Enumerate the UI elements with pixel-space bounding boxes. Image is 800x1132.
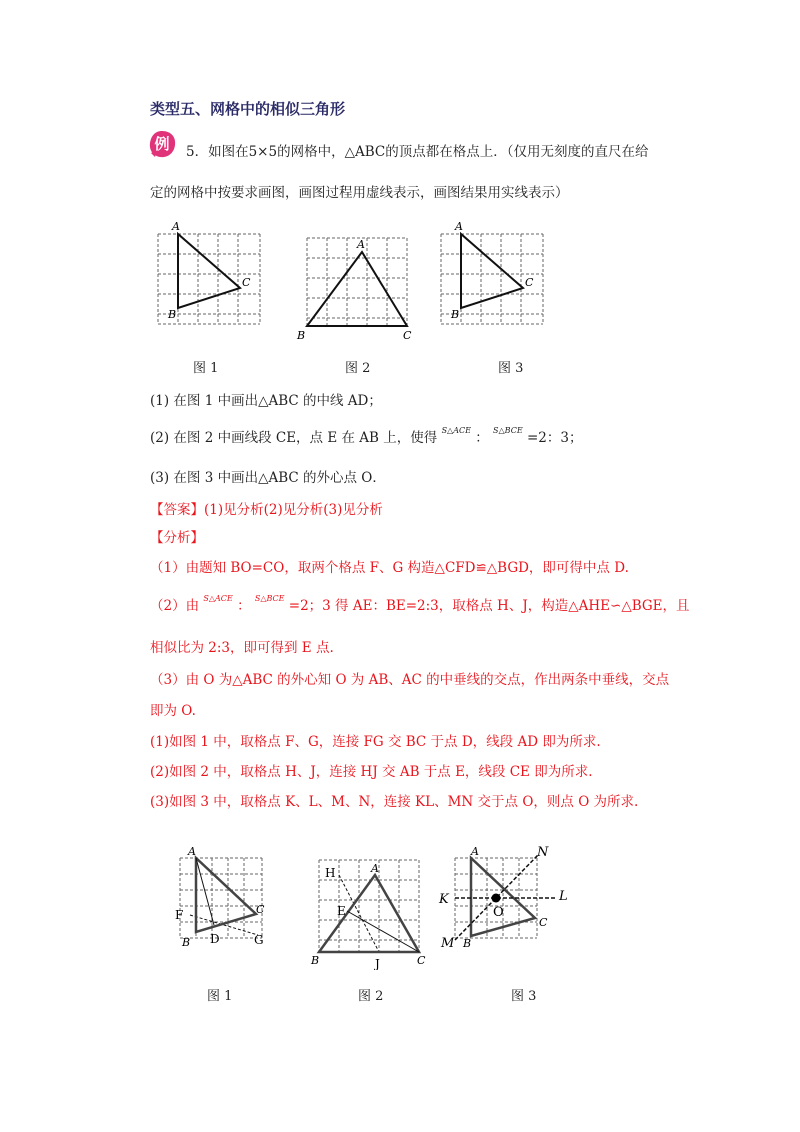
label-f: F — [175, 908, 184, 922]
a2-rest: =2；3 得 AE：BE=2:3，取格点 H、J，构造△AHE∽△BGE，且 — [288, 598, 690, 614]
analysis-2 — [150, 594, 690, 614]
analysis-2-cont: 相似比为 2:3，即可得到 E 点. — [150, 640, 334, 656]
question-1: (1) 在图 1 中画出△ABC 的中线 AD； — [150, 393, 382, 409]
caption-fig1: 图 1 — [193, 361, 219, 376]
label-a: A — [357, 238, 365, 251]
triangle-abc — [307, 252, 407, 326]
section-heading: 类型五、网格中的相似三角形 — [150, 100, 346, 118]
label-d: D — [210, 932, 220, 946]
point-o — [492, 894, 501, 903]
label-a: A — [172, 220, 180, 233]
problem-line-2: 定的网格中按要求画图，画图过程用虚线表示，画图结果用实线表示） — [150, 185, 569, 201]
label-c: C — [256, 903, 265, 916]
q2-area-bce: S△BCE — [493, 426, 523, 435]
label-c: C — [242, 276, 251, 289]
bottom-figure-3 — [435, 840, 575, 960]
label-b: B — [451, 308, 460, 321]
a2-area-bce: S△BCE — [254, 594, 285, 603]
label-a: A — [188, 845, 196, 858]
example-badge-icon — [147, 129, 177, 159]
label-c: C — [403, 329, 412, 342]
label-c: C — [539, 916, 548, 929]
a2-separator: ： — [237, 598, 251, 614]
top-figures-1 — [150, 220, 270, 345]
triangle-abc — [196, 858, 256, 932]
answer-line: 【答案】(1)见分析(2)见分析(3)见分析 — [150, 502, 383, 518]
label-m: M — [441, 936, 455, 951]
caption-bottom-fig2: 图 2 — [358, 989, 384, 1004]
label-l: L — [559, 889, 568, 904]
problem-line-1: 5．如图在5×5的网格中，△ABC的顶点都在格点上．（仅用无刻度的直尺在给 — [186, 144, 649, 160]
label-a: A — [371, 862, 379, 875]
a2-area-ace: S△ACE — [203, 594, 233, 603]
q2-ratio: =2：3； — [526, 430, 583, 446]
top-figures-2 — [295, 236, 420, 346]
analysis-1: （1）由题知 BO=CO，取两个格点 F、G 构造△CFD≌△BGD，即可得中点 D. — [150, 560, 629, 576]
badge-text: 例 — [154, 135, 170, 153]
label-o: O — [493, 905, 504, 920]
caption-bottom-fig1: 图 1 — [207, 989, 233, 1004]
caption-fig3: 图 3 — [498, 361, 524, 376]
label-a: A — [471, 845, 479, 858]
label-a: A — [455, 220, 463, 233]
label-c: C — [417, 954, 426, 967]
q2-area-ace: S△ACE — [441, 426, 471, 435]
solution-3: (3)如图 3 中，取格点 K、L、M、N，连接 KL、MN 交于点 O，则点 O 为所求. — [150, 794, 639, 810]
label-b: B — [463, 937, 472, 950]
triangle-abc — [461, 234, 523, 308]
solution-2: (2)如图 2 中，取格点 H、J，连接 HJ 交 AB 于点 E，线段 CE 即为所求. — [150, 764, 593, 780]
label-b: B — [297, 329, 306, 342]
triangle-abc — [178, 234, 240, 308]
caption-fig2: 图 2 — [345, 361, 371, 376]
analysis-3-line-2: 即为 O. — [150, 703, 196, 719]
top-figures-3 — [433, 220, 553, 345]
label-j: J — [375, 957, 380, 970]
label-g: G — [254, 933, 264, 947]
label-b: B — [168, 308, 177, 321]
question-2 — [150, 426, 582, 446]
a2-text: （2）由 — [150, 598, 200, 614]
label-c: C — [525, 276, 534, 289]
label-e: E — [337, 904, 346, 918]
label-b: B — [311, 954, 320, 967]
bottom-figure-1 — [170, 843, 280, 958]
q2-text: (2) 在图 2 中画线段 CE，点 E 在 AB 上，使得 — [150, 430, 438, 446]
label-h: H — [325, 866, 336, 880]
caption-bottom-fig3: 图 3 — [511, 989, 537, 1004]
analysis-3-line-1: （3）由 O 为△ABC 的外心知 O 为 AB、AC 的中垂线的交点，作出两条中垂线，交点 — [150, 672, 670, 688]
label-k: K — [439, 892, 449, 907]
question-3: (3) 在图 3 中画出△ABC 的外心点 O． — [150, 470, 386, 486]
label-b: B — [182, 936, 191, 949]
label-n: N — [537, 845, 549, 860]
bottom-figure-2 — [305, 855, 430, 970]
solution-1: (1)如图 1 中，取格点 F、G，连接 FG 交 BC 于点 D，线段 AD 即为所求. — [150, 734, 601, 750]
q2-separator: ： — [475, 430, 489, 446]
analysis-title: 【分析】 — [150, 530, 204, 546]
